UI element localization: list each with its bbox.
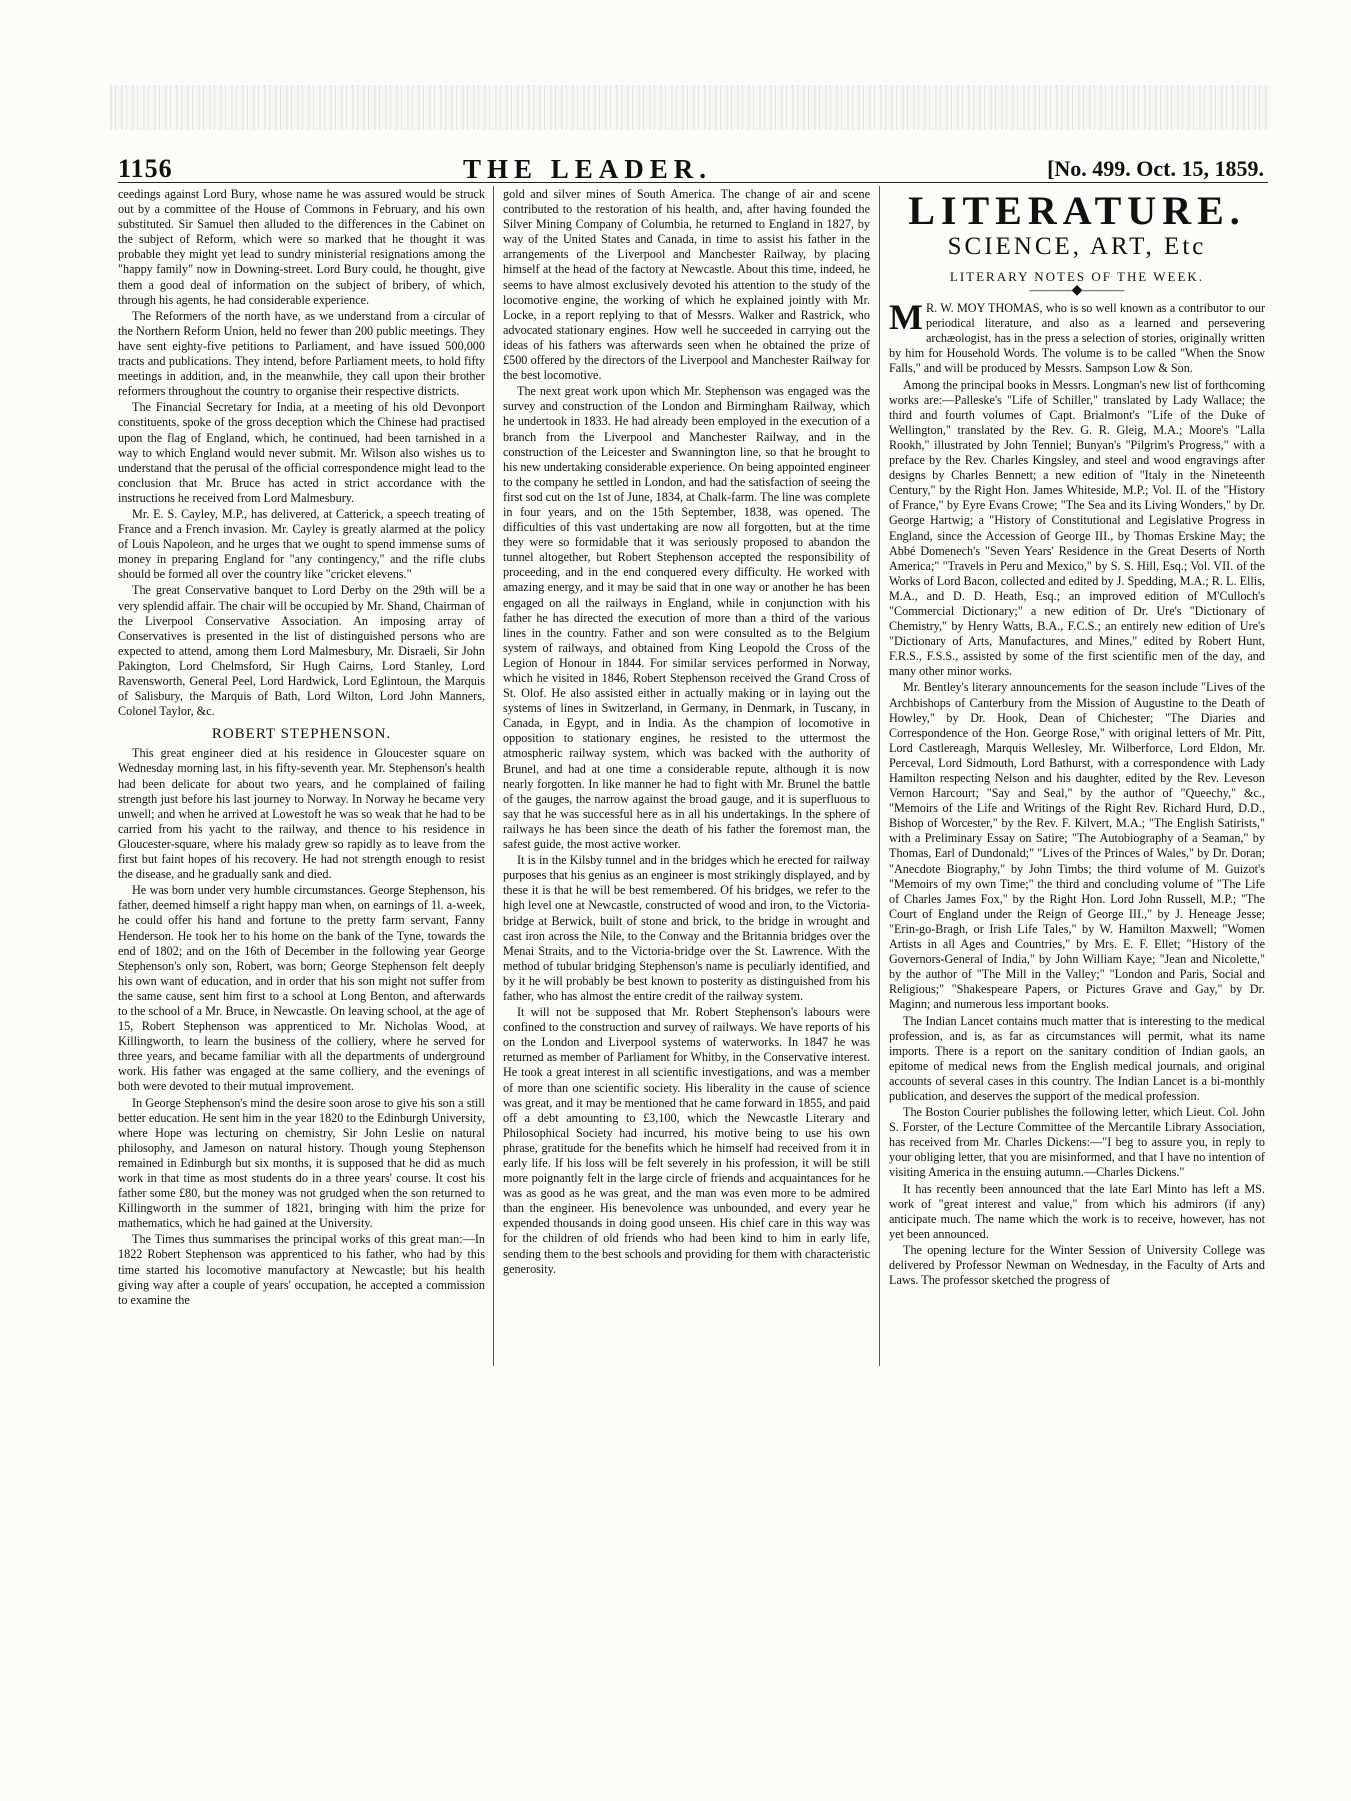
article-paragraph: ceedings against Lord Bury, whose name he was assured would be struck out by a committee of the House of Commons in February, and his own substituted. Sir Samuel then alluded to the differences in the Cabinet on the subject of Reform, which were so marked that he thought it was probable they might yet lead to sundry ministerial resignations among the "happy family" now in Downing-street. Lord Bury could, he thought, give them a good deal of information on the subject of bribery, of which, through his agents, he had considerable experience.	[118, 187, 485, 307]
article-paragraph: M R. W. MOY THOMAS, who is so well known as a contributor to our periodical literature, and also as a learned and persevering archæologist, has in the press a selection of stories, originally written by him for Household Words. The volume is to be called "When the Snow Falls," and will be produced by Messrs. Sampson Low & Son.	[889, 297, 1265, 376]
column-rule	[879, 186, 880, 1366]
article-paragraph: It has recently been announced that the late Earl Minto has left a MS. work of "great interest and value," from which his admirors (if any) anticipate much. The name which the work is to receive, however, has not yet been announced.	[889, 1181, 1265, 1241]
article-paragraph: The Boston Courier publishes the following letter, which Lieut. Col. John S. Forster, of the Lecture Committee of the Mercantile Library Association, has received from Mr. Charles Dickens:—"I beg to assure you, in reply to your obliging letter, that you are misinformed, and that I have no intention of visiting America in the ensuing autumn.—Charles Dickens."	[889, 1105, 1265, 1180]
article-paragraph: gold and silver mines of South America. The change of air and scene contributed to the restoration of his health, and, after having founded the Silver Mining Company of Columbia, he returned to England in 1827, by way of the United States and Canada, in time to assist his father in the arrangements of the Liverpool and Manchester Railway, by placing himself at the head of the factory at Newcastle. About this time, indeed, he seems to have almost exclusively devoted his attention to the study of the locomotive engine, the working of which he explained jointly with Mr. Locke, in a report replying to that of Messrs. Walker and Rastrick, who advocated stationary engines. How well he succeeded in carrying out the ideas of his fathers was afterwards seen when he obtained the prize of £500 offered by the directors of the Liverpool and Manchester Railway for the best locomotive.	[503, 187, 870, 383]
article-paragraph: It is in the Kilsby tunnel and in the bridges which he erected for railway purposes that his genius as an engineer is most strikingly displayed, and by these it is that he will be best remembered. Of his bridges, we refer to the high level one at Newcastle, constructed of wood and iron, to the Victoria-bridge at Berwick, built of stone and brick, to the bridge in wrought and cast iron across the Nile, to the Conway and the Britannia bridges over the Menai Straits, and to the Victoria-bridge over the St. Lawrence. With the method of tubular bridging Stephenson's name is peculiarly identified, and by it he will probably be best known to posterity as distinguished from his father, who has almost the entire credit of the railway system.	[503, 853, 870, 1003]
article-paragraph: In George Stephenson's mind the desire soon arose to give his son a still better education. He sent him in the year 1820 to the Edinburgh University, where Hope was lecturing on chemistry, Sir John Leslie on natural philosophy, and Jameson on natural history. Though young Stephenson remained in Edinburgh but six months, it is supposed that he did as much work in that time as most students do in a three years' course. It cost his father some £80, but the money was not grudged when the son returned to Killingworth in the summer of 1821, bringing with him the prize for mathematics, which he had gained at the University.	[118, 1095, 485, 1231]
column-2	[503, 187, 870, 1367]
article-paragraph: The Reformers of the north have, as we understand from a circular of the Northern Reform Union, held no fewer than 200 public meetings. They have sent eighty-five petitions to Parliament, and have issued 500,000 tracts and publications. They intend, before Parliament meets, to hold fifty meetings in addition, and, in the meanwhile, they call upon their brother reformers throughout the country to organise their respective districts.	[118, 308, 485, 399]
article-paragraph: The opening lecture for the Winter Session of University College was delivered by Professor Newman on Wednesday, in the Faculty of Arts and Laws. The professor sketched the progress of	[889, 1242, 1265, 1288]
column-3	[889, 187, 1265, 1367]
scan-noise-band	[110, 85, 1270, 130]
newspaper-title: THE LEADER.	[463, 154, 713, 184]
literature-subtitle: SCIENCE, ART, Etc	[947, 233, 1207, 260]
article-heading: ROBERT STEPHENSON.	[211, 726, 392, 743]
page-header	[118, 154, 1268, 183]
article-paragraph: It will not be supposed that Mr. Robert Stephenson's labours were confined to the construction and survey of railways. We have reports of his on the London and Liverpool systems of waterworks. In 1847 he was returned as member of Parliament for Whitby, in the Conservative interest. He took a great interest in all scientific investigations, and was a member of more than one scientific society. His liberality in the cause of science was great, and it may be mentioned that he came forward in 1855, and paid off a debt amounting to £3,100, which the Newcastle Literary and Philosophical Society had incurred, his motive being to use his own phrase, gratitude for the benefits which he himself had received from it in early life. If his loss will be felt severely in his profession, it will be still more poignantly felt in the large circle of friends and acquaintances for he was as good as he was great, and the man was even more to be admired than the engineer. His benevolence was unbounded, and every year he expended thousands in doing good unseen. His chief care in this way was for the children of old friends who had been kind to him in early life, sending them to the best schools and providing for them with characteristic generosity.	[503, 1005, 870, 1276]
article-paragraph: The Indian Lancet contains much matter that is interesting to the medical profession, and is, as far as circumstances will permit, what its name imports. There is a report on the sanitary condition of Indian gaols, an epitome of medical news from the English medical journals, and original accounts of several cases in this country. The Indian Lancet is a bi-monthly publication, and deserves the support of the medical profession.	[889, 1013, 1265, 1103]
column-rule	[493, 186, 494, 1366]
article-paragraph: Among the principal books in Messrs. Longman's new list of forthcoming works are:—Palleske's "Life of Schiller," translated by Lady Wallace; the third and fourth volumes of Capt. Brialmont's "Life of the Duke of Wellington," translated by the Rev. G. R. Gleig, M.A.; Moore's "Lalla Rookh," illustrated by John Tenniel; Bunyan's "Pilgrim's Progress," with a preface by the Rev. Charles Kingsley, and steel and wood engravings after designs by Charles Bennett; a new edition of "Italy in the Nineteenth Century," by the Right Hon. James Whiteside, M.P.; Vol. II. of the "History of France," by Eyre Evans Crowe; "The Sea and its Living Wonders," by Dr. George Hartwig; a "History of Constitutional and Legislative Progress in England, since the Accession of George III., by Thomas Erskine May; the Abbé Domenech's "Seven Years' Residence in the Great Deserts of North America;" "Travels in Peru and Mexico," by S. S. Hill, Esq.; Vol. VII. of the Works of Lord Bacon, collected and edited by J. Spedding, M.A.; R. L. Ellis, M.A., and D. D. Heath, Esq.; an improved edition of M'Culloch's "Commercial Dictionary;" a new edition of Dr. Ure's "Dictionary of Chemistry," by Henry Watts, B.A., F.C.S.; an entirely new edition of Ure's "Dictionary of Arts, Manufactures, and Mines," edited by Robert Hunt, F.R.S., F.S.S., assisted by some of the first scientific men of the day, and many other minor works.	[889, 377, 1265, 679]
article-paragraph: The Financial Secretary for India, at a meeting of his old Devonport constituents, spoke of the gross deception which the Chinese had practised upon the flag of England, which, he continued, had been tarnished in a way to which England would never submit. Mr. Wilson also wishes us to understand that the perusal of the official correspondence might lead to the conclusion that Mr. Bruce has acted in strict accordance with the instructions he received from Lord Malmesbury.	[118, 400, 485, 505]
article-paragraph: Mr. E. S. Cayley, M.P., has delivered, at Catterick, a speech treating of France and a French invasion. Mr. Cayley is greatly alarmed at the policy of Louis Napoleon, and he urges that we ought to spend immense sums of money in preparing England for "any contingency," and the rifle clubs should be formed all over the country like "cricket elevens."	[118, 506, 485, 582]
drop-cap: M	[889, 297, 923, 338]
article-paragraph: He was born under very humble circumstances. George Stephenson, his father, deemed himself a right happy man when, on earnings of 1l. a-week, he could offer his hand and fortune to the pretty farm servant, Fanny Henderson. He took her to his home on the bank of the Tyne, towards the end of 1802; and on the 16th of December in the following year George Stephenson's only son, Robert, was born; George Stephenson felt deeply his own want of education, and in order that his son might not suffer from the same cause, sent him first to a school at Long Benton, and afterwards to the school of a Mr. Bruce, in Newcastle. On leaving school, at the age of 15, Robert Stephenson was apprenticed to Mr. Nicholas Wood, at Killingworth, to learn the business of the colliery, where he served for three years, and became familiar with all the departments of underground work. His father was engaged at the same colliery, and the evenings of both were devoted to their mutual improvement.	[118, 883, 485, 1094]
ornament-divider: ―――◆―――	[1029, 283, 1125, 299]
article-paragraph: The next great work upon which Mr. Stephenson was engaged was the survey and construction of the London and Birmingham Railway, which he undertook in 1833. He had already been employed in the execution of a branch from the Liverpool and Manchester Railway, and in the construction of the Leicester and Swannington line, so that he brought to his new undertaking considerable experience. On being appointed engineer to the company he settled in London, and had the satisfaction of seeing the first sod cut on the 1st of June, 1834, at Chalk-farm. The line was complete in four years, and on the 15th September, 1838, was opened. The difficulties of this vast undertaking are now all forgotten, but at the time they were so formidable that it was seriously proposed to abandon the tunnel altogether, but Robert Stephenson accepted the responsibility of proceeding, and in the end conquered every difficulty. He worked with amazing energy, and it may be said that in one way or another he has been engaged on all the railways in England, while in conjunction with his father he has directed the execution of more than a third of the various lines in the country. Father and son were consulted as to the Belgium system of railways, and obtained from King Leopold the Cross of the Legion of Honour in 1844. For similar services performed in Norway, which he visited in 1846, Robert Stephenson received the Grand Cross of St. Olof. He also assisted either in actually making or in laying out the systems of lines in Switzerland, in Germany, in Denmark, in Tuscany, in Canada, in Egypt, and in India. As the champion of locomotive in opposition to stationary engines, he resisted to the uttermost the atmospheric railway system, which was backed with the authority of Brunel, and had at one time a considerable repute, although it is now nearly forgotten. In like manner he had to fight with Mr. Brunel the battle of the gauges, the narrow against the broad gauge, and it is superfluous to say that he was successful here as in all his undertakings. In the sphere of railways he has been since the death of his father the foremost man, the safest guide, the most active worker.	[503, 384, 870, 852]
article-paragraph: This great engineer died at his residence in Gloucester square on Wednesday morning last, in his fifty-seventh year. Mr. Stephenson's health had been delicate for about two years, and he complained of failing strength just before his last journey to Norway. In Norway he became very unwell; and when he arrived at Lowestoft he was so weak that he had to be carried from his yacht to the railway, and thence to his residence in Gloucester-square, where his malady grew so rapidly as to leave from the first but faint hopes of his recovery. He had not strength enough to resist the disease, and he gradually sank and died.	[118, 746, 485, 882]
section-heading: LITERARY NOTES OF THE WEEK.	[949, 269, 1205, 284]
article-paragraph: Mr. Bentley's literary announcements for the season include "Lives of the Archbishops of Canterbury from the Mission of Augustine to the Death of Howley," by Dr. Hook, Dean of Chichester; "The Diaries and Correspondence of the Hon. George Rose," with original letters of Mr. Pitt, Lord Castlereagh, Marquis Wellesley, Mr. Wilberforce, Lord Eldon, Mr. Perceval, Lord Sidmouth, Lord Bathurst, with a correspondence with Lady Hamilton respecting Nelson and his daughter, edited by the Rev. Leveson Vernon Harcourt; "Say and Seal," by the author of "Queechy," &c., "Memoirs of the Life and Writings of the Right Rev. Richard Hurd, D.D., Bishop of Worcester," by the Rev. F. Kilvert, M.A.; "The English Satirists," with a Preliminary Essay on Satire; "The Autobiography of a Seaman," by Thomas, Earl of Dundonald;" "Lives of the Princes of Wales," by Dr. Doran; "Anecdote Biography," by John Timbs; the third volume of M. Guizot's "Memoirs of my own Time;" the third and concluding volume of "The Life of Charles James Fox," by the Right Hon. Lord John Russell, M.P.; "The Court of England under the Reign of George III.," by J. Heneage Jesse; "Erin-go-Bragh, or Irish Life Tales," by W. Hamilton Maxwell; "Women Artists in all Ages and Countries," by Mrs. E. F. Ellet; "History of the Governors-General of India," by John William Kaye; "Jean and Nicolette," by the author of "The Mill in the Valley;" "London and Paris, Social and Religious;" "Shakespeare Papers, or Pictures Grave and Gay," by Dr. Maginn; and numerous less important books.	[889, 680, 1265, 1012]
literature-title: LITERATURE.	[908, 188, 1246, 233]
article-paragraph: The great Conservative banquet to Lord Derby on the 29th will be a very splendid affair. The chair will be occupied by Mr. Shand, Chairman of the Liverpool Conservative Association. An imposing array of Conservatives is presented in the list of distinguished persons who are expected to attend, among them Lord Malmesbury, Mr. Disraeli, Sir John Pakington, Lord Chelmsford, Sir Hugh Cairns, Lord Stanley, Lord Ravensworth, General Peel, Lord Hardwick, Lord Eglintoun, the Marquis of Salisbury, the Marquis of Bath, Lord Wilton, Lord John Manners, Colonel Taylor, &c.	[118, 583, 485, 719]
article-paragraph: The Times thus summarises the principal works of this great man:—In 1822 Robert Stephenson was apprenticed to his father, who had by this time started his locomotive manufactory at Newcastle; but his health giving way after a couple of years' occupation, he accepted a commission to examine the	[118, 1232, 485, 1307]
issue-date: [No. 499. Oct. 15, 1859.	[1047, 156, 1264, 181]
column-1	[118, 187, 485, 1367]
page-number: 1156	[118, 154, 173, 183]
